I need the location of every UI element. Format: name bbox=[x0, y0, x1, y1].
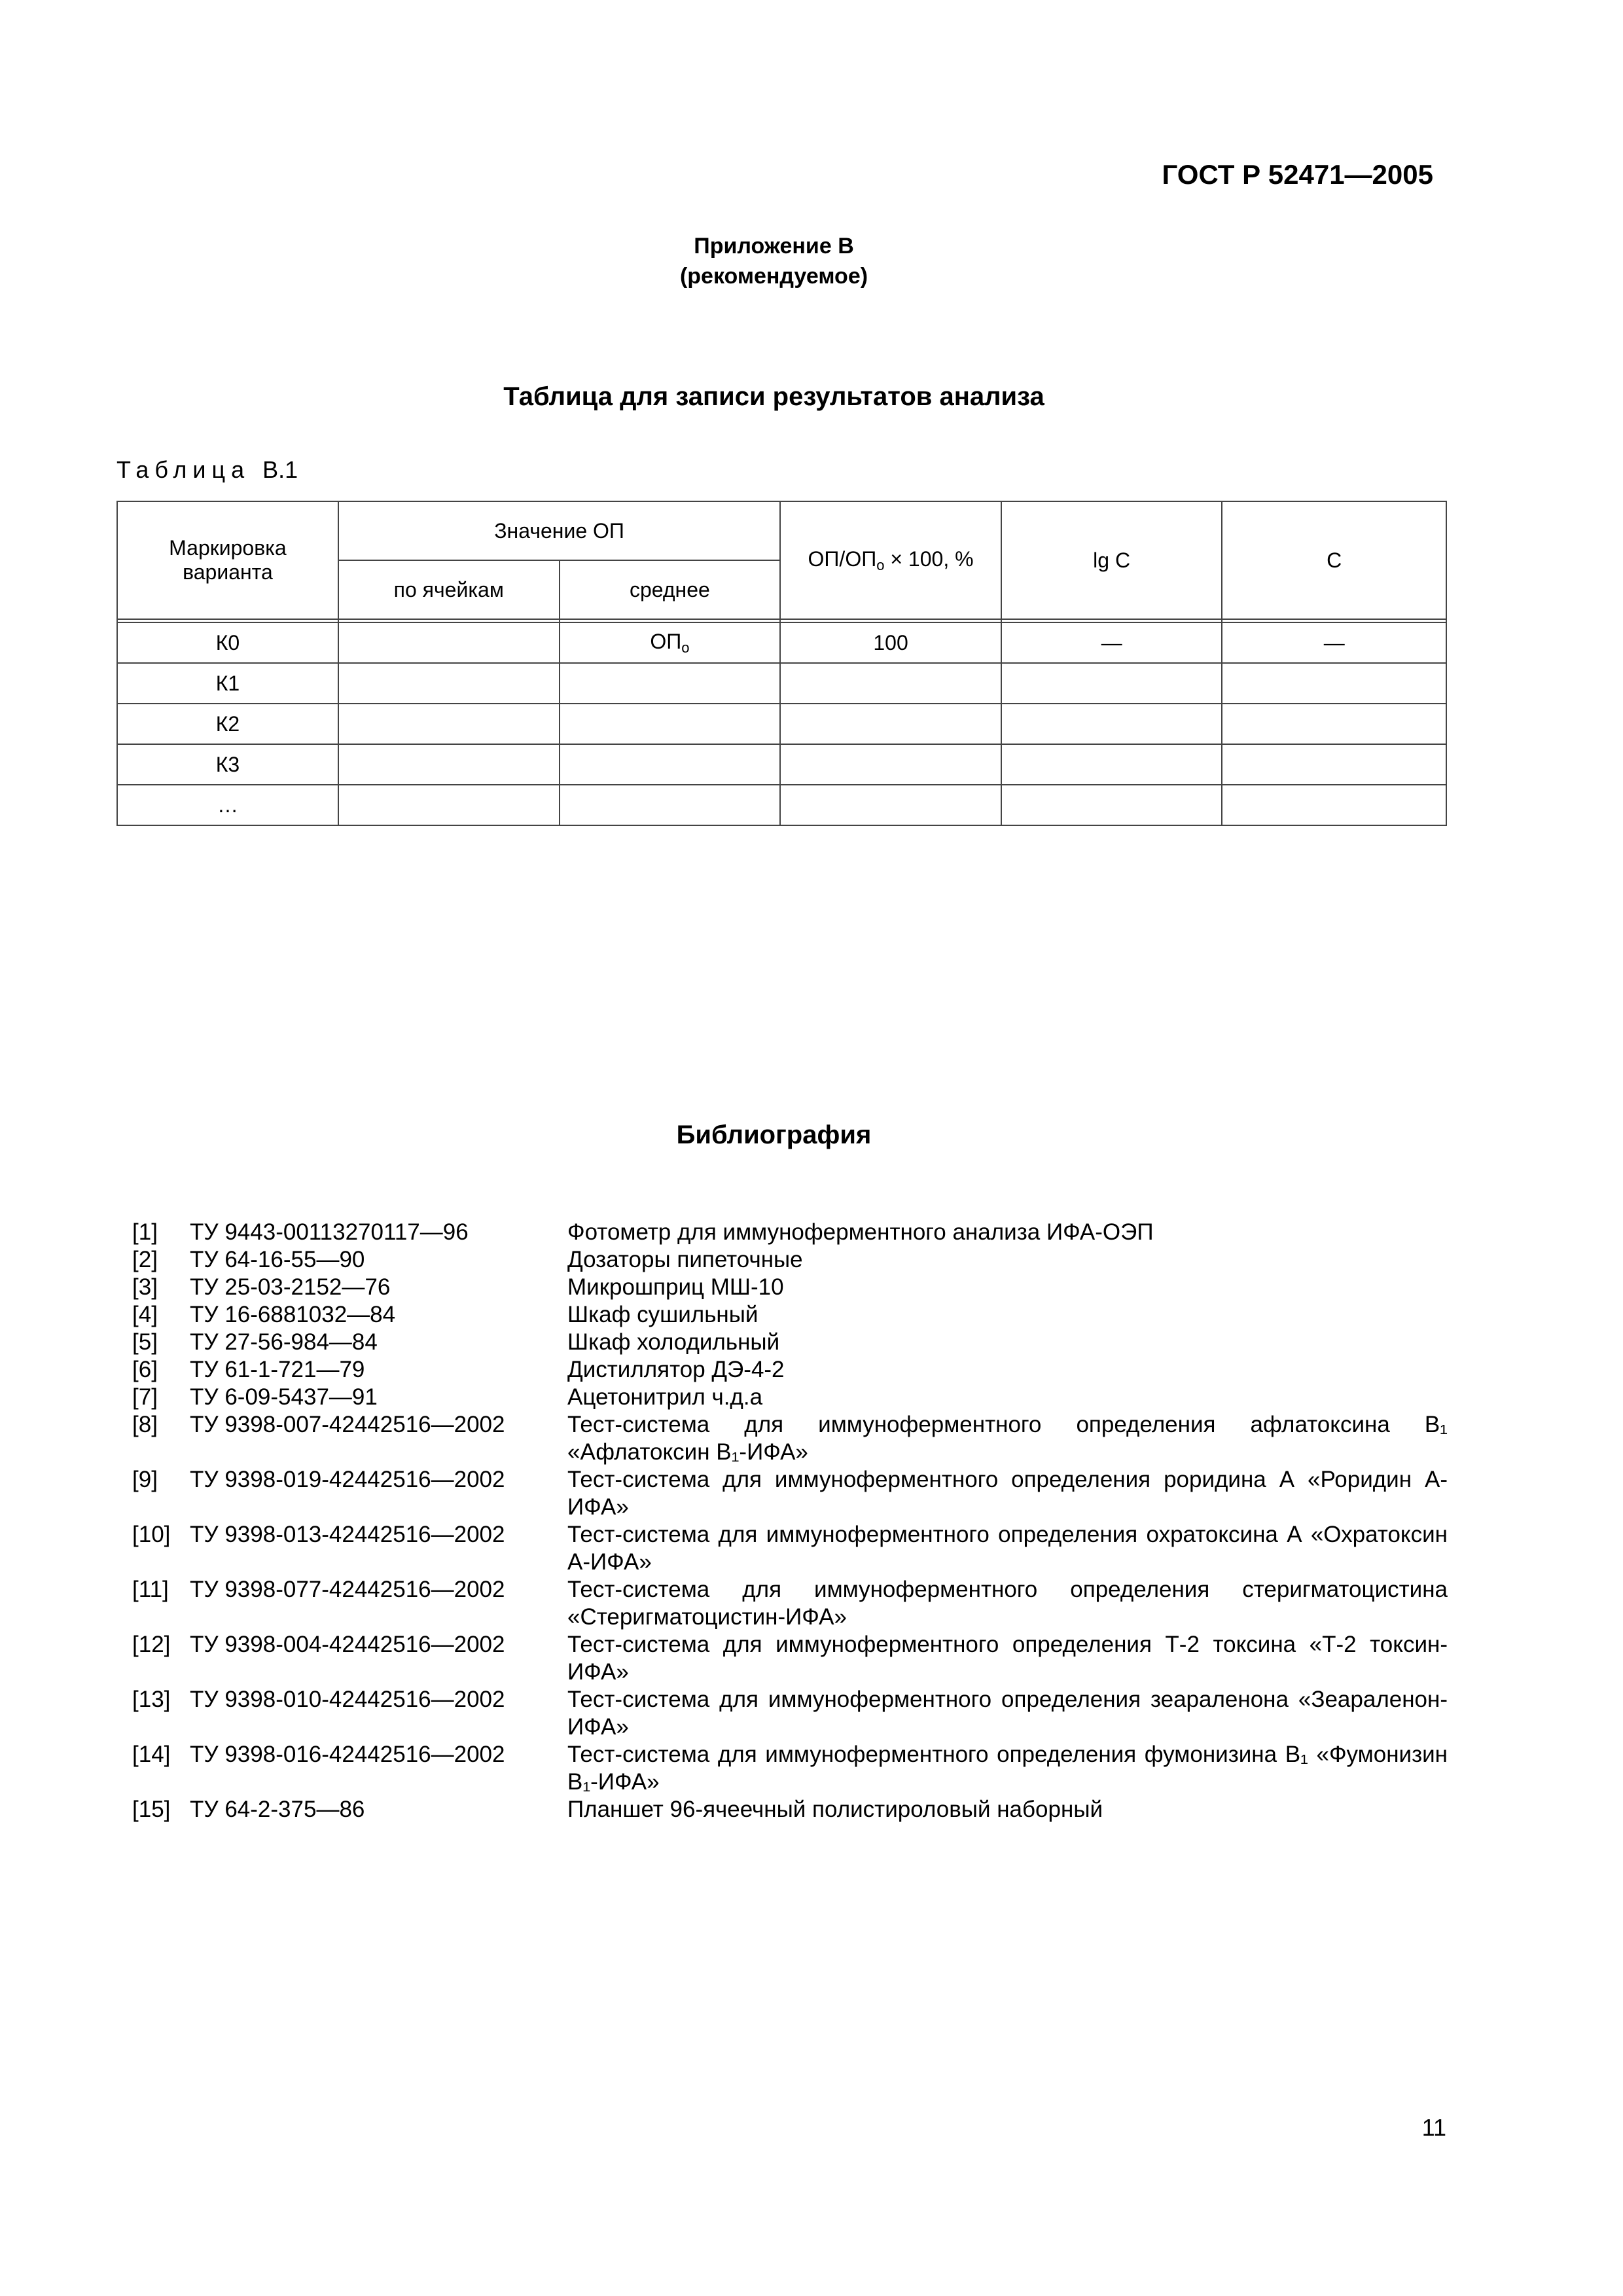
cell-marking: К2 bbox=[117, 704, 338, 744]
bibliography-item bbox=[132, 1219, 1448, 1246]
results-table bbox=[116, 501, 1447, 826]
cell-per-cell bbox=[338, 622, 560, 663]
bib-code: ТУ 9443-00113270117—96 bbox=[190, 1219, 469, 1245]
appendix-subtitle: (рекомендуемое) bbox=[679, 264, 868, 289]
bibliography-item bbox=[132, 1329, 1448, 1356]
bib-description: Микрошприц МШ-10 bbox=[567, 1274, 784, 1300]
bib-code: ТУ 9398-010-42442516—2002 bbox=[190, 1687, 505, 1712]
cell-average bbox=[560, 663, 781, 704]
bib-code: ТУ 61-1-721—79 bbox=[190, 1357, 365, 1382]
bibliography-item bbox=[132, 1301, 1448, 1329]
bib-number: [7] bbox=[132, 1384, 158, 1410]
bib-code: ТУ 9398-077-42442516—2002 bbox=[190, 1577, 505, 1602]
bib-number: [9] bbox=[132, 1467, 158, 1492]
bib-code: ТУ 9398-019-42442516—2002 bbox=[190, 1467, 505, 1492]
header-per-cell: по ячейкам bbox=[338, 560, 560, 619]
cell-c bbox=[1222, 704, 1446, 744]
table-caption bbox=[116, 456, 298, 484]
bib-code: ТУ 9398-007-42442516—2002 bbox=[190, 1412, 505, 1437]
bibliography-item bbox=[132, 1521, 1448, 1576]
header-lgc: lg C bbox=[1001, 501, 1222, 619]
bib-description: Фотометр для иммуноферментного анализа ИФА-ОЭП bbox=[567, 1219, 1154, 1245]
header-c: С bbox=[1222, 501, 1446, 619]
bibliography-item bbox=[132, 1741, 1448, 1796]
bib-number: [4] bbox=[132, 1302, 158, 1327]
cell-per-cell bbox=[338, 704, 560, 744]
cell-lgc bbox=[1001, 704, 1222, 744]
header-average: среднее bbox=[560, 560, 781, 619]
cell-lgc bbox=[1001, 663, 1222, 704]
bib-description: Тест-система для иммуноферментного определения охратоксина А «Охратоксин А-ИФА» bbox=[567, 1522, 1448, 1575]
cell-average bbox=[560, 785, 781, 825]
cell-ratio bbox=[780, 663, 1001, 704]
bib-code: ТУ 9398-016-42442516—2002 bbox=[190, 1742, 505, 1767]
bib-description: Дозаторы пипеточные bbox=[567, 1247, 803, 1272]
bib-number: [11] bbox=[132, 1577, 169, 1602]
cell-average bbox=[560, 744, 781, 785]
cell-ratio bbox=[780, 785, 1001, 825]
header-marking: Маркировка варианта bbox=[117, 501, 338, 619]
cell-c: — bbox=[1222, 622, 1446, 663]
cell-ratio bbox=[780, 744, 1001, 785]
bib-number: [3] bbox=[132, 1274, 158, 1300]
table-caption-label: Таблица bbox=[116, 456, 251, 483]
table-row bbox=[117, 785, 1446, 825]
header-ratio-sub: о bbox=[876, 556, 885, 573]
bib-description: Тест-система для иммуноферментного определения афлатоксина В₁ «Афлатоксин В₁-ИФА» bbox=[567, 1412, 1448, 1465]
bib-description: Дистиллятор ДЭ-4-2 bbox=[567, 1357, 785, 1382]
bib-number: [14] bbox=[132, 1742, 171, 1767]
cell-average-sub: о bbox=[681, 639, 690, 656]
bib-number: [5] bbox=[132, 1329, 158, 1355]
bib-number: [1] bbox=[132, 1219, 158, 1245]
bib-number: [8] bbox=[132, 1412, 158, 1437]
bibliography-item bbox=[132, 1686, 1448, 1741]
bib-code: ТУ 6-09-5437—91 bbox=[190, 1384, 378, 1410]
bibliography-item bbox=[132, 1356, 1448, 1384]
header-ratio-suffix: × 100, % bbox=[884, 547, 974, 571]
cell-per-cell bbox=[338, 785, 560, 825]
cell-average bbox=[560, 622, 781, 663]
bib-code: ТУ 25-03-2152—76 bbox=[190, 1274, 391, 1300]
bib-code: ТУ 9398-013-42442516—2002 bbox=[190, 1522, 505, 1547]
table-caption-number: В.1 bbox=[262, 456, 298, 483]
bib-code: ТУ 64-2-375—86 bbox=[190, 1797, 365, 1822]
cell-ratio bbox=[780, 704, 1001, 744]
bib-code: ТУ 9398-004-42442516—2002 bbox=[190, 1632, 505, 1657]
bib-description: Шкаф сушильный bbox=[567, 1302, 758, 1327]
bib-number: [6] bbox=[132, 1357, 158, 1382]
appendix-title: Приложение В bbox=[694, 234, 854, 259]
bibliography-item bbox=[132, 1576, 1448, 1631]
bib-description: Шкаф холодильный bbox=[567, 1329, 780, 1355]
bibliography-item bbox=[132, 1384, 1448, 1411]
bibliography-item bbox=[132, 1411, 1448, 1466]
bib-number: [2] bbox=[132, 1247, 158, 1272]
table-row bbox=[117, 704, 1446, 744]
table-row bbox=[117, 622, 1446, 663]
bibliography-item bbox=[132, 1466, 1448, 1521]
cell-lgc bbox=[1001, 785, 1222, 825]
bib-description: Тест-система для иммуноферментного определения зеараленона «Зеараленон-ИФА» bbox=[567, 1687, 1448, 1740]
bibliography-item bbox=[132, 1246, 1448, 1274]
bib-number: [12] bbox=[132, 1632, 171, 1657]
bib-description: Планшет 96-ячеечный полистироловый наборный bbox=[567, 1797, 1103, 1822]
header-ratio-text: ОП/ОП bbox=[808, 547, 877, 571]
bib-number: [15] bbox=[132, 1797, 171, 1822]
cell-per-cell bbox=[338, 744, 560, 785]
bib-description: Тест-система для иммуноферментного определения стеригматоцистина «Стеригматоцистин-ИФА» bbox=[567, 1577, 1448, 1630]
page-number: 11 bbox=[1421, 2114, 1446, 2141]
cell-ratio: 100 bbox=[780, 622, 1001, 663]
bibliography-list bbox=[132, 1219, 1448, 1823]
cell-lgc: — bbox=[1001, 622, 1222, 663]
cell-marking: К1 bbox=[117, 663, 338, 704]
cell-average bbox=[560, 704, 781, 744]
cell-marking: … bbox=[117, 785, 338, 825]
bib-number: [10] bbox=[132, 1522, 171, 1547]
header-op-value: Значение ОП bbox=[338, 501, 780, 560]
cell-c bbox=[1222, 785, 1446, 825]
table-row bbox=[117, 744, 1446, 785]
bib-code: ТУ 16-6881032—84 bbox=[190, 1302, 396, 1327]
bibliography-item bbox=[132, 1274, 1448, 1301]
bib-description: Тест-система для иммуноферментного определения фумонизина В₁ «Фумонизин В₁-ИФА» bbox=[567, 1742, 1448, 1795]
bib-number: [13] bbox=[132, 1687, 171, 1712]
cell-c bbox=[1222, 663, 1446, 704]
table-row bbox=[117, 663, 1446, 704]
bib-description: Ацетонитрил ч.д.а bbox=[567, 1384, 763, 1410]
bib-description: Тест-система для иммуноферментного определения Т-2 токсина «Т-2 токсин-ИФА» bbox=[567, 1632, 1448, 1685]
cell-c bbox=[1222, 744, 1446, 785]
header-ratio bbox=[780, 501, 1001, 619]
cell-lgc bbox=[1001, 744, 1222, 785]
document-id: ГОСТ Р 52471—2005 bbox=[1162, 159, 1433, 190]
bibliography-item bbox=[132, 1631, 1448, 1686]
appendix-heading bbox=[0, 231, 1548, 291]
cell-per-cell bbox=[338, 663, 560, 704]
bibliography-item bbox=[132, 1796, 1448, 1823]
cell-marking: К0 bbox=[117, 622, 338, 663]
bib-description: Тест-система для иммуноферментного определения роридина А «Роридин А-ИФА» bbox=[567, 1467, 1448, 1520]
table-header-row bbox=[117, 501, 1446, 560]
bib-code: ТУ 64-16-55—90 bbox=[190, 1247, 365, 1272]
bib-code: ТУ 27-56-984—84 bbox=[190, 1329, 378, 1355]
cell-average-text: ОП bbox=[650, 629, 682, 653]
cell-marking: К3 bbox=[117, 744, 338, 785]
bibliography-title: Библиография bbox=[676, 1121, 872, 1149]
table-section-title: Таблица для записи результатов анализа bbox=[503, 382, 1044, 411]
